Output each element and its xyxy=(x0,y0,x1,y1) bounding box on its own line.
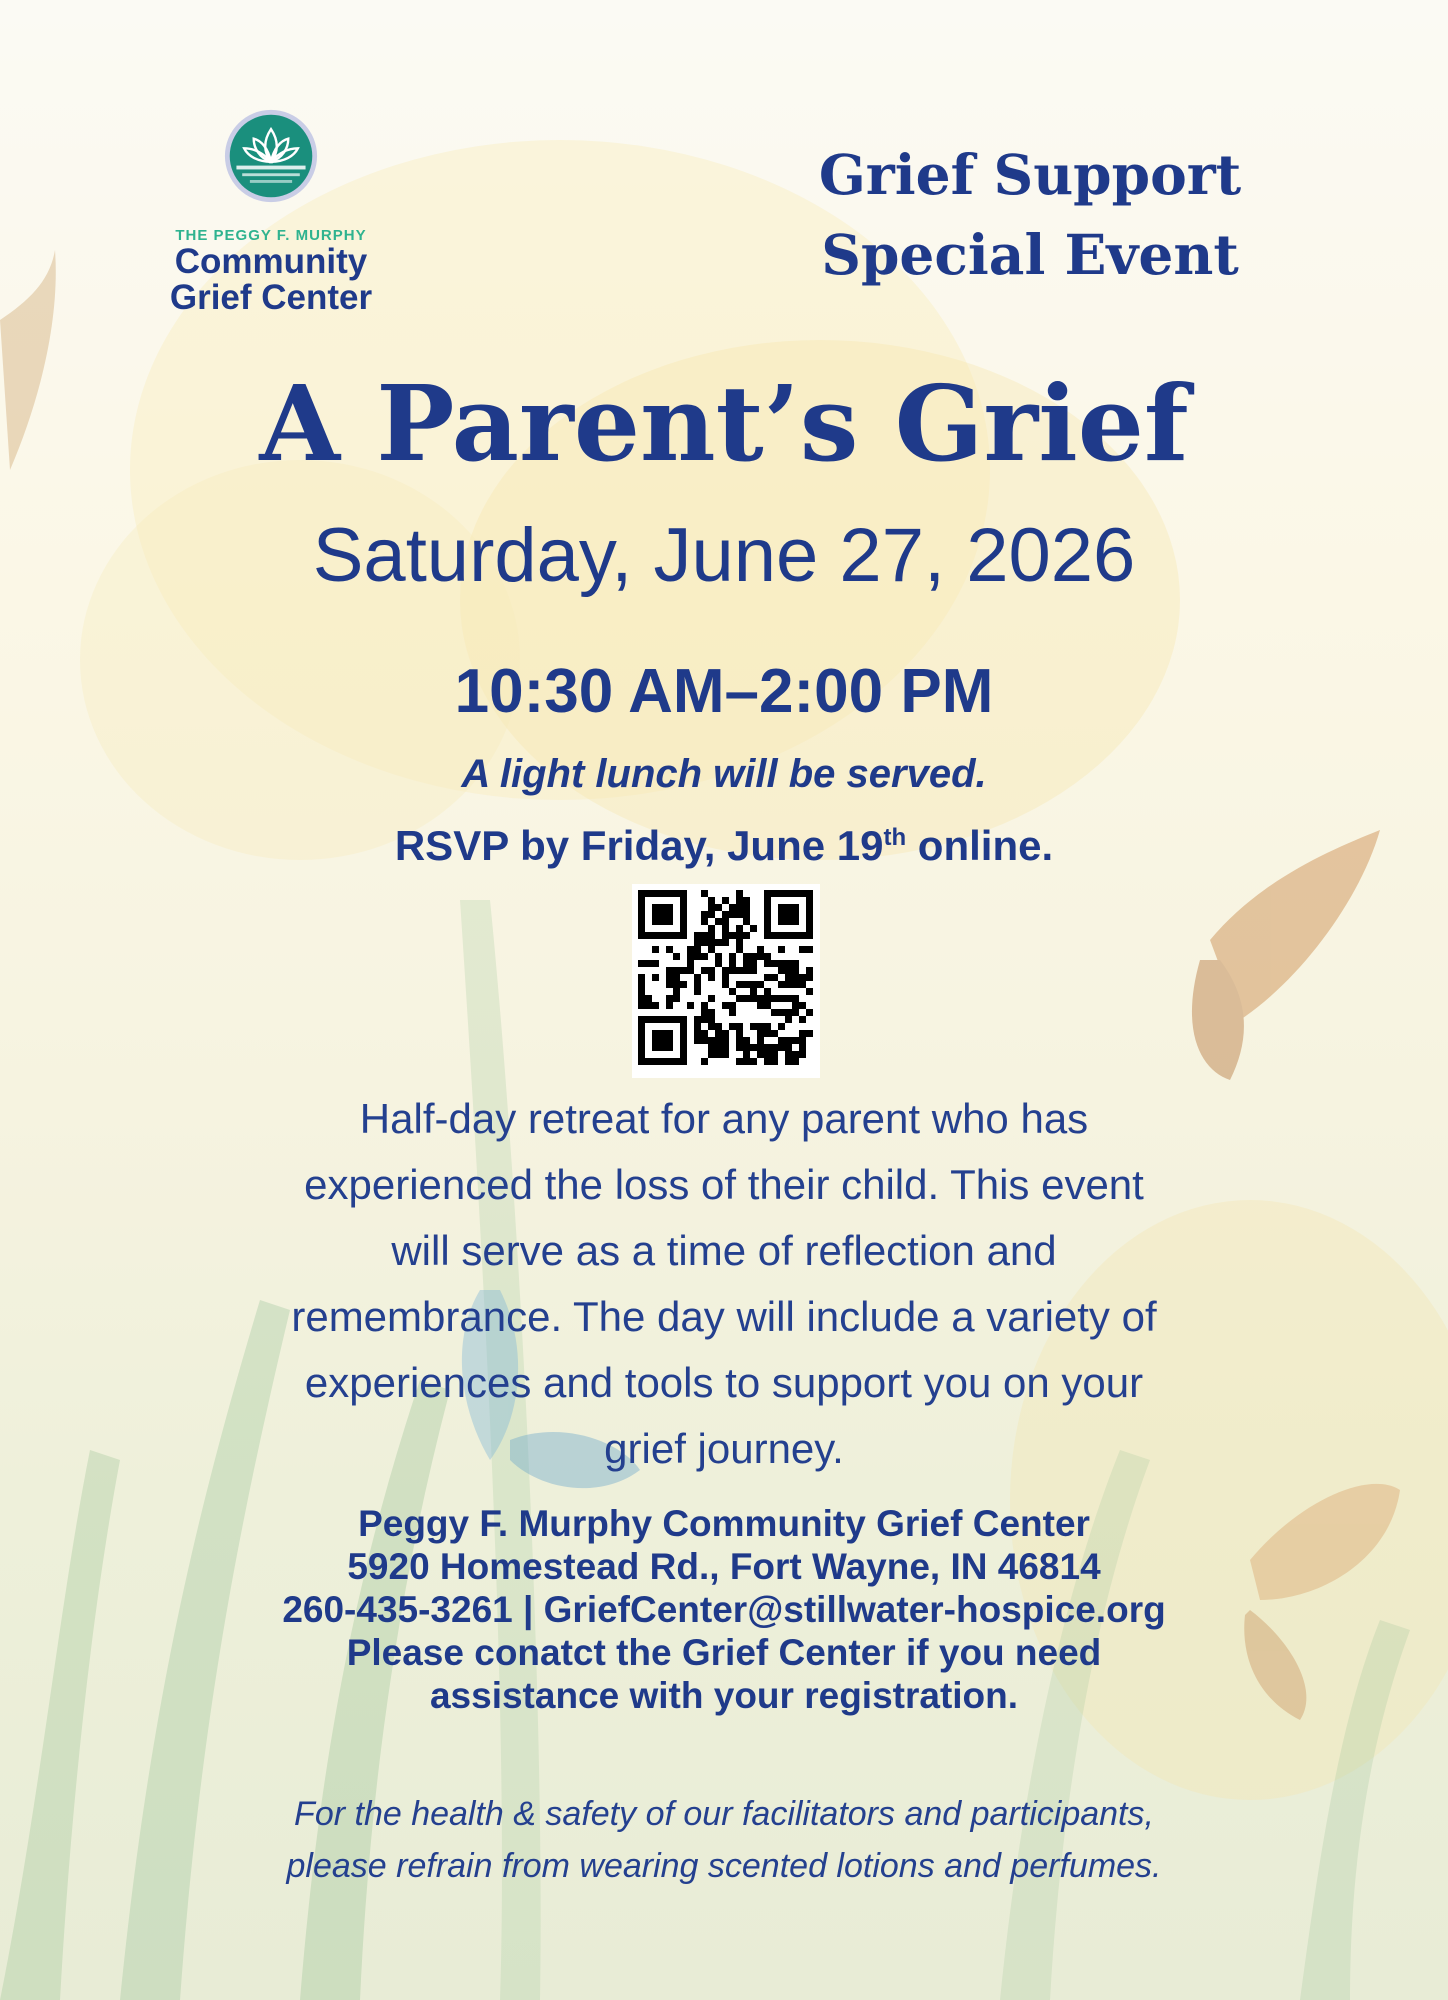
assistance-note-line1: Please conatct the Grief Center if you need xyxy=(346,1632,1102,1673)
qr-module xyxy=(750,1044,757,1051)
qr-module xyxy=(729,967,736,974)
qr-module xyxy=(708,974,715,981)
center-name: Peggy F. Murphy Community Grief Center xyxy=(358,1503,1090,1544)
qr-module xyxy=(764,1051,771,1058)
qr-module xyxy=(701,953,708,960)
qr-module xyxy=(764,1044,771,1051)
qr-module xyxy=(799,981,806,988)
grief-center-logo xyxy=(156,108,386,316)
event-description xyxy=(150,1086,1298,1482)
qr-module xyxy=(715,1023,722,1030)
qr-module xyxy=(722,1044,729,1051)
qr-module xyxy=(708,1009,715,1016)
qr-module xyxy=(757,1002,764,1009)
qr-module xyxy=(645,1002,652,1009)
qr-module xyxy=(736,1030,743,1037)
qr-module xyxy=(778,946,785,953)
qr-module xyxy=(757,1023,764,1030)
qr-module xyxy=(715,1037,722,1044)
qr-module xyxy=(757,946,764,953)
qr-module xyxy=(638,1002,645,1009)
qr-module xyxy=(666,974,673,981)
qr-finder-pattern xyxy=(652,1030,673,1051)
qr-module xyxy=(750,988,757,995)
qr-module xyxy=(792,981,799,988)
qr-module xyxy=(799,974,806,981)
qr-module xyxy=(792,995,799,1002)
qr-module xyxy=(722,967,729,974)
qr-module xyxy=(729,1023,736,1030)
qr-module xyxy=(736,890,743,897)
qr-module xyxy=(806,1030,813,1037)
qr-module xyxy=(694,1023,701,1030)
rsvp-ordinal: th xyxy=(883,824,907,851)
qr-module xyxy=(736,911,743,918)
qr-module xyxy=(708,1044,715,1051)
qr-module xyxy=(673,974,680,981)
qr-module xyxy=(757,1044,764,1051)
qr-module xyxy=(722,1051,729,1058)
qr-module xyxy=(743,995,750,1002)
qr-module xyxy=(715,939,722,946)
qr-module xyxy=(715,1030,722,1037)
qr-module xyxy=(715,918,722,925)
qr-module xyxy=(708,967,715,974)
qr-module xyxy=(778,1023,785,1030)
qr-module xyxy=(736,1058,743,1065)
qr-module xyxy=(715,960,722,967)
qr-module xyxy=(722,918,729,925)
qr-module xyxy=(708,1037,715,1044)
qr-module xyxy=(701,890,708,897)
qr-module xyxy=(666,995,673,1002)
heading-line1: Grief Support xyxy=(818,142,1242,207)
qr-module xyxy=(743,897,750,904)
qr-module xyxy=(701,967,708,974)
qr-module xyxy=(701,1058,708,1065)
description-line: remembrance. The day will include a variety of xyxy=(291,1293,1157,1340)
qr-module xyxy=(687,953,694,960)
qr-module xyxy=(736,897,743,904)
rsvp-suffix: online. xyxy=(906,822,1054,869)
qr-module xyxy=(652,974,659,981)
qr-module xyxy=(701,1030,708,1037)
qr-module xyxy=(694,953,701,960)
qr-finder-pattern xyxy=(778,904,799,925)
qr-module xyxy=(736,1023,743,1030)
qr-module xyxy=(743,953,750,960)
qr-module xyxy=(764,1030,771,1037)
qr-module xyxy=(771,1044,778,1051)
assistance-note-line2: assistance with your registration. xyxy=(429,1675,1019,1716)
qr-module xyxy=(806,967,813,974)
qr-module xyxy=(799,1030,806,1037)
qr-module xyxy=(736,925,743,932)
qr-module xyxy=(792,1051,799,1058)
qr-module xyxy=(722,897,729,904)
qr-module xyxy=(715,1051,722,1058)
qr-module xyxy=(743,932,750,939)
qr-module xyxy=(694,988,701,995)
qr-module xyxy=(757,953,764,960)
qr-module xyxy=(792,1009,799,1016)
qr-module xyxy=(806,1009,813,1016)
qr-module xyxy=(673,967,680,974)
qr-module xyxy=(673,981,680,988)
qr-module xyxy=(722,932,729,939)
qr-module xyxy=(764,1058,771,1065)
qr-module xyxy=(722,1030,729,1037)
lotus-icon xyxy=(223,108,319,204)
qr-module xyxy=(736,967,743,974)
qr-module xyxy=(736,939,743,946)
qr-module xyxy=(778,995,785,1002)
qr-module xyxy=(757,1051,764,1058)
qr-module xyxy=(757,1037,764,1044)
qr-module xyxy=(722,981,729,988)
qr-module xyxy=(736,946,743,953)
qr-module xyxy=(729,953,736,960)
qr-module xyxy=(785,967,792,974)
qr-module xyxy=(687,1002,694,1009)
qr-module xyxy=(743,981,750,988)
qr-module xyxy=(638,995,645,1002)
qr-module xyxy=(729,1002,736,1009)
qr-module xyxy=(785,960,792,967)
qr-module xyxy=(743,1058,750,1065)
qr-module xyxy=(743,967,750,974)
qr-module xyxy=(722,911,729,918)
qr-module xyxy=(722,1002,729,1009)
qr-module xyxy=(806,946,813,953)
qr-module xyxy=(792,960,799,967)
qr-module xyxy=(722,1037,729,1044)
qr-module xyxy=(750,925,757,932)
qr-module xyxy=(771,1051,778,1058)
qr-module xyxy=(771,960,778,967)
qr-module xyxy=(799,1016,806,1023)
qr-module xyxy=(708,946,715,953)
qr-module xyxy=(722,974,729,981)
qr-module xyxy=(694,974,701,981)
qr-module xyxy=(729,960,736,967)
logo-tagline: THE PEGGY F. MURPHY xyxy=(175,227,367,244)
qr-module xyxy=(729,988,736,995)
qr-module xyxy=(792,1037,799,1044)
qr-module xyxy=(750,1023,757,1030)
qr-module xyxy=(778,1037,785,1044)
qr-module xyxy=(778,960,785,967)
qr-module xyxy=(771,1030,778,1037)
notice-line1: For the health & safety of our facilitators and participants, xyxy=(294,1795,1154,1833)
qr-module xyxy=(708,911,715,918)
qr-module xyxy=(750,995,757,1002)
qr-module xyxy=(764,960,771,967)
description-line: grief journey. xyxy=(604,1425,844,1472)
qr-module xyxy=(771,1009,778,1016)
qr-module xyxy=(750,981,757,988)
qr-module xyxy=(757,1030,764,1037)
qr-module xyxy=(722,939,729,946)
description-line: Half-day retreat for any parent who has xyxy=(359,1095,1089,1142)
qr-module xyxy=(785,1009,792,1016)
qr-module xyxy=(771,995,778,1002)
qr-module xyxy=(638,988,645,995)
event-title: A Parent’s Grief xyxy=(259,362,1189,485)
qr-module xyxy=(652,960,659,967)
qr-module xyxy=(652,946,659,953)
qr-module xyxy=(666,946,673,953)
logo-name-line2: Grief Center xyxy=(169,278,373,317)
qr-module xyxy=(645,995,652,1002)
notice-line2: please refrain from wearing scented lotions and perfumes. xyxy=(286,1847,1162,1885)
qr-module xyxy=(750,1058,757,1065)
qr-module xyxy=(708,897,715,904)
qr-module xyxy=(736,1044,743,1051)
qr-module xyxy=(757,995,764,1002)
qr-module xyxy=(652,1002,659,1009)
qr-module xyxy=(764,995,771,1002)
qr-module xyxy=(694,1030,701,1037)
qr-module xyxy=(687,960,694,967)
qr-module xyxy=(638,974,645,981)
qr-module xyxy=(785,1058,792,1065)
qr-module xyxy=(701,1037,708,1044)
qr-module xyxy=(771,974,778,981)
qr-module xyxy=(743,1037,750,1044)
qr-module xyxy=(799,1037,806,1044)
qr-module xyxy=(743,960,750,967)
qr-module xyxy=(764,953,771,960)
qr-module xyxy=(708,1023,715,1030)
qr-module xyxy=(736,995,743,1002)
qr-module xyxy=(701,918,708,925)
qr-module xyxy=(799,1002,806,1009)
event-time: 10:30 AM–2:00 PM xyxy=(454,657,994,726)
qr-module xyxy=(680,967,687,974)
qr-module xyxy=(687,967,694,974)
qr-module xyxy=(778,1044,785,1051)
qr-module xyxy=(799,946,806,953)
qr-module xyxy=(687,946,694,953)
qr-module xyxy=(750,960,757,967)
qr-module xyxy=(638,960,645,967)
qr-module xyxy=(792,1058,799,1065)
qr-module xyxy=(715,953,722,960)
heading-line2: Special Event xyxy=(821,222,1239,287)
qr-module xyxy=(708,1016,715,1023)
qr-module xyxy=(785,995,792,1002)
phone-email[interactable]: 260-435-3261 | GriefCenter@stillwater-hospice.org xyxy=(282,1589,1166,1630)
rsvp-deadline xyxy=(0,822,1448,870)
qr-module xyxy=(666,967,673,974)
qr-module xyxy=(806,988,813,995)
qr-module xyxy=(785,1016,792,1023)
qr-module xyxy=(785,981,792,988)
contact-block xyxy=(0,1502,1448,1717)
qr-module xyxy=(701,932,708,939)
qr-module xyxy=(638,981,645,988)
qr-module xyxy=(729,911,736,918)
qr-module xyxy=(778,967,785,974)
qr-module xyxy=(673,953,680,960)
qr-module xyxy=(701,911,708,918)
description-line: experienced the loss of their child. This event xyxy=(304,1161,1144,1208)
qr-module xyxy=(764,988,771,995)
qr-module xyxy=(722,925,729,932)
qr-module xyxy=(729,932,736,939)
qr-module xyxy=(750,953,757,960)
qr-module xyxy=(701,939,708,946)
qr-module xyxy=(785,974,792,981)
qr-module xyxy=(764,974,771,981)
qr-module xyxy=(792,974,799,981)
qr-module xyxy=(736,981,743,988)
qr-module xyxy=(785,1044,792,1051)
qr-module xyxy=(673,988,680,995)
qr-module xyxy=(743,918,750,925)
qr-module xyxy=(778,1009,785,1016)
qr-module xyxy=(743,904,750,911)
qr-module xyxy=(743,1051,750,1058)
qr-module xyxy=(715,904,722,911)
qr-module xyxy=(743,1044,750,1051)
qr-module xyxy=(666,981,673,988)
qr-module xyxy=(715,1044,722,1051)
qr-module xyxy=(673,995,680,1002)
qr-module xyxy=(701,1009,708,1016)
qr-module xyxy=(764,1002,771,1009)
description-line: experiences and tools to support you on your xyxy=(304,1359,1144,1406)
qr-module xyxy=(708,1051,715,1058)
qr-module xyxy=(743,911,750,918)
qr-module xyxy=(694,981,701,988)
qr-module xyxy=(750,967,757,974)
qr-code-graphic xyxy=(632,884,820,1078)
lunch-note: A light lunch will be served. xyxy=(461,752,987,796)
qr-module xyxy=(799,1051,806,1058)
qr-module xyxy=(799,1044,806,1051)
qr-module xyxy=(736,904,743,911)
description-line: will serve as a time of reflection and xyxy=(391,1227,1057,1274)
qr-module xyxy=(736,1037,743,1044)
qr-finder-pattern xyxy=(652,904,673,925)
qr-module xyxy=(694,1016,701,1023)
qr-module xyxy=(708,995,715,1002)
qr-module xyxy=(694,939,701,946)
qr-module xyxy=(666,1002,673,1009)
qr-module xyxy=(806,974,813,981)
qr-module xyxy=(694,932,701,939)
qr-module xyxy=(792,1002,799,1009)
qr-module xyxy=(771,1058,778,1065)
qr-module xyxy=(694,1037,701,1044)
qr-code[interactable] xyxy=(632,884,820,1078)
qr-module xyxy=(645,960,652,967)
qr-module xyxy=(736,932,743,939)
qr-module xyxy=(729,1009,736,1016)
qr-module xyxy=(708,904,715,911)
logo-name-line1: Community xyxy=(174,242,368,281)
qr-module xyxy=(778,981,785,988)
qr-module xyxy=(729,904,736,911)
qr-module xyxy=(680,981,687,988)
qr-module xyxy=(785,1051,792,1058)
qr-module xyxy=(764,1023,771,1030)
qr-module xyxy=(708,932,715,939)
qr-module xyxy=(701,1002,708,1009)
rsvp-prefix: RSVP by Friday, June 19 xyxy=(394,822,884,869)
qr-module xyxy=(701,1016,708,1023)
scent-free-notice xyxy=(0,1788,1448,1892)
qr-module xyxy=(708,925,715,932)
qr-module xyxy=(708,939,715,946)
qr-module xyxy=(694,946,701,953)
qr-module xyxy=(757,981,764,988)
qr-module xyxy=(792,967,799,974)
center-address: 5920 Homestead Rd., Fort Wayne, IN 46814 xyxy=(347,1546,1101,1587)
event-date: Saturday, June 27, 2026 xyxy=(312,513,1136,598)
qr-module xyxy=(785,1037,792,1044)
event-category-heading xyxy=(780,135,1280,295)
